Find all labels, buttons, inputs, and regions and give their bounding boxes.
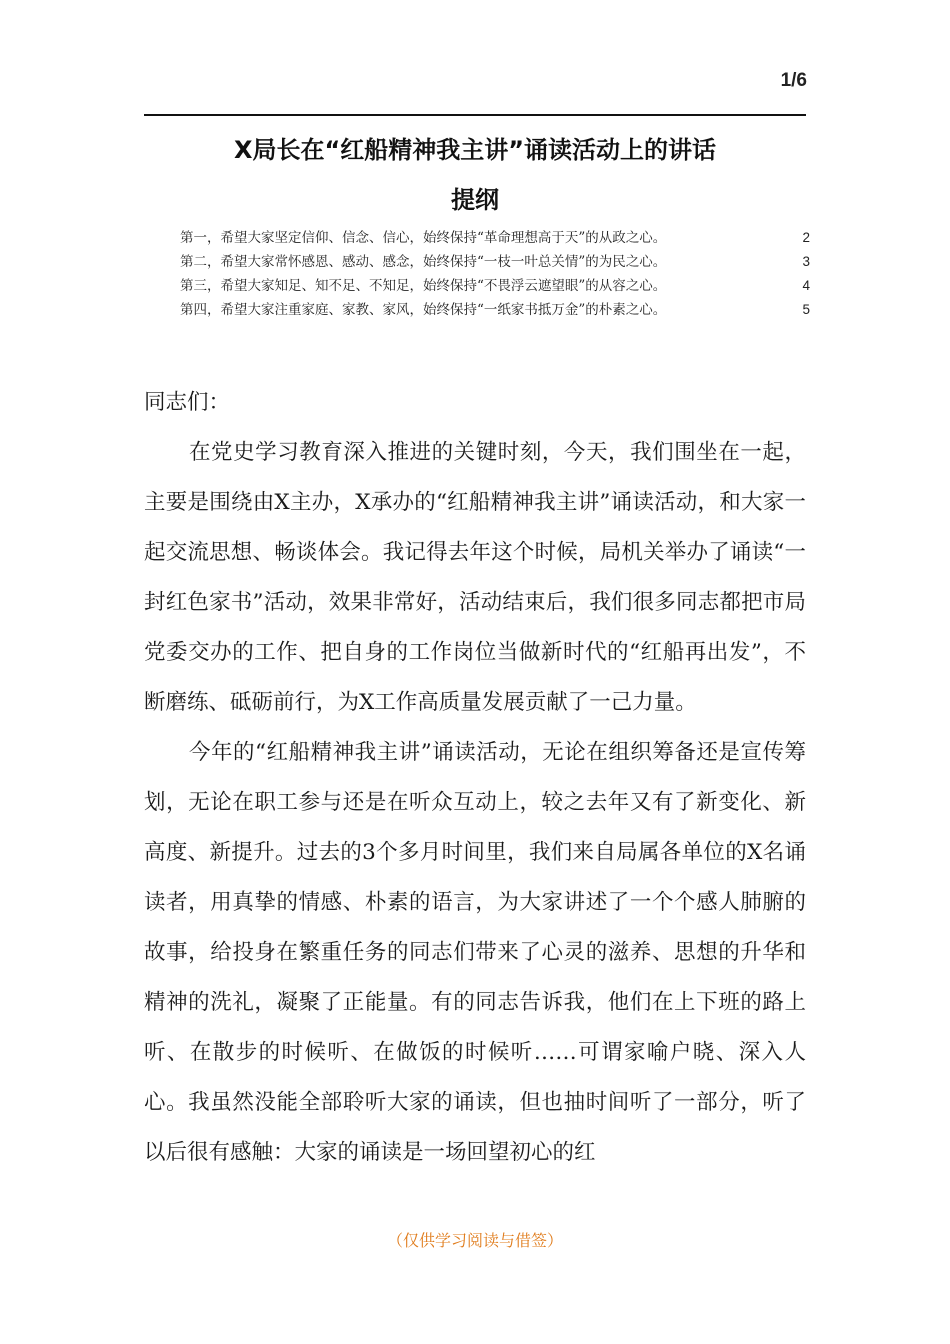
body-paragraph: 在党史学习教育深入推进的关键时刻，今天，我们围坐在一起，主要是围绕由X主办，X承办的“红船精神我主讲”诵读活动，和大家一起交流思想、畅谈体会。我记得去年这个时候，局机关举办了诵读“一封红色家书”活动，效果非常好，活动结束后，我们很多同志都把市局党委交办的工作、把自身的工作岗位当做新时代的“红船再出发”，不断磨练、砥砺前行，为X工作高质量发展贡献了一己力量。 [144,440,806,715]
speech-body [144,378,806,1178]
toc-entry[interactable] [180,298,810,322]
toc-entry[interactable] [180,274,810,298]
toc-entry[interactable] [180,250,810,274]
toc-entry-text: 第二，希望大家常怀感恩、感动、感念，始终保持“一枝一叶总关情”的为民之心。 [180,254,667,270]
page-number: 1/6 [780,70,807,91]
table-of-contents [180,226,810,322]
toc-entry-page: 3 [802,254,810,269]
header-divider [144,114,806,116]
salutation: 同志们： [144,390,231,415]
toc-heading: 提纲 [451,186,499,214]
toc-entry-page: 5 [802,302,810,317]
toc-entry-page: 4 [802,278,810,293]
footer-note: （仅供学习阅读与借签） [386,1231,563,1250]
toc-entry-text: 第一，希望大家坚定信仰、信念、信心，始终保持“革命理想高于天”的从政之心。 [180,230,667,246]
toc-entry[interactable] [180,226,810,250]
toc-entry-text: 第四，希望大家注重家庭、家教、家风，始终保持“一纸家书抵万金”的朴素之心。 [180,302,667,318]
document-title: X局长在“红船精神我主讲”诵读活动上的讲话 [233,136,717,164]
toc-entry-text: 第三，希望大家知足、知不足、不知足，始终保持“不畏浮云遮望眼”的从容之心。 [180,278,667,294]
toc-entry-page: 2 [802,230,810,245]
body-paragraph: 今年的“红船精神我主讲”诵读活动，无论在组织筹备还是宣传筹划，无论在职工参与还是在听众互动上，较之去年又有了新变化、新高度、新提升。过去的3个多月时间里，我们来自局属各单位的X名诵读者，用真挚的情感、朴素的语言，为大家讲述了一个个感人肺腑的故事，给投身在繁重任务的同志们带来了心灵的滋养、思想的升华和精神的洗礼，凝聚了正能量。有的同志告诉我，他们在上下班的路上听、在散步的时候听、在做饭的时候听……可谓家喻户晓、深入人心。我虽然没能全部聆听大家的诵读，但也抽时间听了一部分，听了以后很有感触：大家的诵读是一场回望初心的红 [144,740,806,1165]
